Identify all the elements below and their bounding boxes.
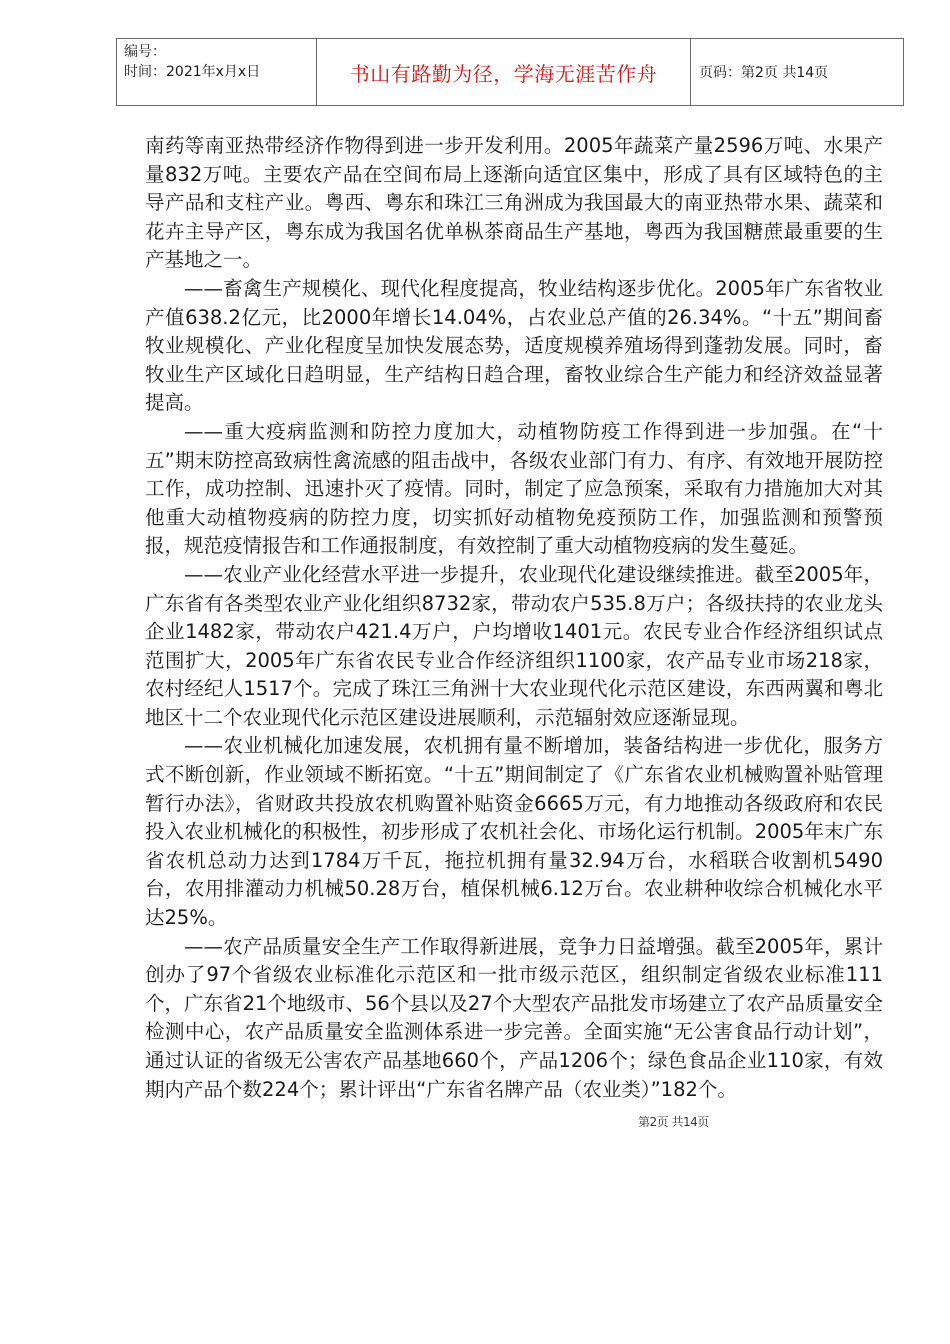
- paragraph-2: ——畜禽生产规模化、现代化程度提高，牧业结构逐步优化。2005年广东省牧业产值638.2亿元，比2000年增长14.04%，占农业总产值的26.34%。“十五”期间畜牧业规模化、产业化程度呈加快发展态势，适度规模养殖场得到蓬勃发展。同时，畜牧业生产区域化日趋明显，生产结构日趋合理，畜牧业综合生产能力和经济效益显著提高。: [145, 276, 883, 415]
- page-number-footer: 第2页 共14页: [638, 1115, 709, 1129]
- paragraph-3: ——重大疫病监测和防控力度加大，动植物防疫工作得到进一步加强。在“十五”期末防控高致病性禽流感的阻击战中，各级农业部门有力、有序、有效地开展防控工作，成功控制、迅速扑灭了疫情。同时，制定了应急预案，采取有力措施加大对其他重大动植物疫病的防控力度，切实抓好动植物免疫预防工作，加强监测和预警预报，规范疫情报告和工作通报制度，有效控制了重大动植物疫病的发生蔓延。: [145, 419, 883, 558]
- paragraph-5: ——农业机械化加速发展，农机拥有量不断增加，装备结构进一步优化，服务方式不断创新，作业领域不断拓宽。“十五”期间制定了《广东省农业机械购置补贴管理暂行办法》，省财政共投放农机购置补贴资金6665万元，有力地推动各级政府和农民投入农业机械化的积极性，初步形成了农机社会化、市场化运行机制。2005年末广东省农机总动力达到1784万千瓦，拖拉机拥有量32.94万台，水稻联合收割机5490台，农用排灌动力机械50.28万台，植保机械6.12万台。农业耕种收综合机械化水平达25%。: [145, 734, 883, 930]
- document-body: [145, 132, 883, 1104]
- paragraph-6: ——农产品质量安全生产工作取得新进展，竞争力日益增强。截至2005年，累计创办了97个省级农业标准化示范区和一批市级示范区，组织制定省级农业标准111个，广东省21个地级市、56个县以及27个大型农产品批发市场建立了农产品质量安全检测中心，农产品质量安全监测体系进一步完善。全面实施“无公害食品行动计划”，通过认证的省级无公害农产品基地660个，产品1206个；绿色食品企业110家，有效期内产品个数224个；累计评出“广东省名牌产品（农业类）”182个。: [145, 934, 883, 1101]
- motto: 书山有路勤为径，学海无涯苦作舟: [317, 39, 691, 105]
- page-info: 页码：第2页 共14页: [699, 65, 829, 81]
- paragraph-4: ——农业产业化经营水平进一步提升，农业现代化建设继续推进。截至2005年，广东省有各类型农业产业化组织8732家，带动农户535.8万户；各级扶持的农业龙头企业1482家，带动农户421.4万户，户均增收1401元。农民专业合作经济组织试点范围扩大，2005年广东省农民专业合作经济组织1100家，农产品专业市场218家，农村经纪人1517个。完成了珠江三角洲十大农业现代化示范区建设，东西两翼和粤北地区十二个农业现代化示范区建设进展顺利，示范辐射效应逐渐显现。: [145, 562, 883, 729]
- time-label: 时间：2021年x月x日: [124, 64, 261, 80]
- header-meta: [117, 39, 317, 105]
- number-label: 编号：: [124, 44, 166, 60]
- page-header: [116, 38, 904, 106]
- paragraph-1: 南药等南亚热带经济作物得到进一步开发利用。2005年蔬菜产量2596万吨、水果产量832万吨。主要农产品在空间布局上逐渐向适宜区集中，形成了具有区域特色的主导产品和支柱产业。粤西、粤东和珠江三角洲成为我国最大的南亚热带水果、蔬菜和花卉主导产区，粤东成为我国名优单枞茶商品生产基地，粤西为我国糖蔗最重要的生产基地之一。: [145, 134, 883, 272]
